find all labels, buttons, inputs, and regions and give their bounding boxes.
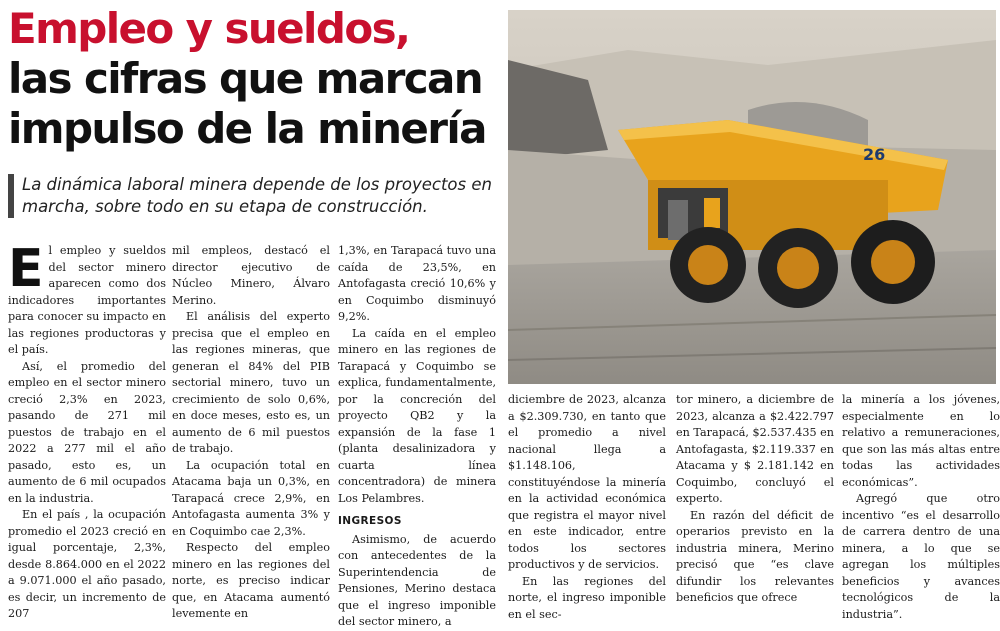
headline-line-3: impulso de la minería: [8, 104, 486, 153]
drop-cap: E: [8, 239, 44, 299]
article-column-5: [676, 392, 834, 607]
article-column-1: [8, 239, 166, 623]
paragraph: En razón del déficit de operarios previsto en la industria minera, Merino precisó que “es clave difundir los relevantes beneficios que ofrece: [676, 508, 834, 604]
svg-text:26: 26: [863, 145, 886, 164]
paragraph: mil empleos, destacó el director ejecutivo de Núcleo Minero, Álvaro Merino.: [172, 244, 330, 307]
article-column-3: [338, 243, 496, 631]
paragraph: En el país , la ocupación promedio el 2023 creció en igual porcentaje, 2,3%, desde 8.864.000 en el 2022 a 9.071.000 el año pasado, es decir, un incremento de 207: [8, 508, 166, 620]
paragraph: En las regiones del norte, el ingreso imponible en el sec-: [508, 574, 666, 621]
paragraph: la minería a los jóvenes, especialmente en lo relativo a remuneraciones, que son las más altas entre todas las actividades económicas”.: [842, 393, 1000, 489]
article-column-6: [842, 392, 1000, 623]
paragraph: Agregó que otro incentivo “es el desarrollo de carrera dentro de una minera, a lo que se agregan los múltiples beneficios y avances tecnológicos de la industria”.: [842, 492, 1000, 621]
paragraph: 1,3%, en Tarapacá tuvo una caída de 23,5%, en Antofagasta creció 10,6% y en Coquimbo disminuyó 9,2%.: [338, 244, 496, 323]
paragraph: l empleo y sueldos del sector minero aparecen como dos indicadores importantes para conocer su impacto en las regiones productoras y el país.: [8, 244, 166, 356]
subheadline: La dinámica laboral minera depende de los proyectos en marcha, sobre todo en su etapa de construcción.: [8, 174, 503, 218]
article-column-2: [172, 243, 330, 623]
paragraph: La caída en el empleo minero en las regiones de Tarapacá y Coquimbo se explica, fundamentalmente, por la concreción del proyecto QB2 y la expansión de la fase 1 (planta desalinizadora y cuarta línea concentradora) de minera Los Pelambres.: [338, 326, 496, 505]
headline-line-2: las cifras que marcan: [8, 54, 483, 103]
paragraph: Respecto del empleo minero en las regiones del norte, es preciso indicar que, en Atacama aumentó levemente en: [172, 541, 330, 620]
paragraph: tor minero, a diciembre de 2023, alcanza a $2.422.797 en Tarapacá, $2.537.435 en Antofagasta, $2.119.337 en Atacama y $ 2.181.142 en Coquimbo, concluyó el experto.: [676, 393, 834, 505]
paragraph: Así, el promedio del empleo en el sector minero creció 2,3% en 2023, pasando de 271 mil puestos de trabajo en el 2022 a 277 mil el año pasado, esto es, un aumento de 6 mil ocupados en la industria.: [8, 359, 166, 505]
section-heading: INGRESOS: [338, 515, 402, 527]
article-column-4: [508, 392, 666, 623]
paragraph: diciembre de 2023, alcanza a $2.309.730, en tanto que el promedio a nivel nacional llega a $1.148.106, constituyéndose la minería en la actividad económica que registra el mayor nivel en este indicador, entre todos los sectores productivos y de servicios.: [508, 393, 666, 571]
paragraph: La ocupación total en Atacama baja un 0,3%, en Tarapacá crece 2,9%, en Antofagasta aumenta 3% y en Coquimbo cae 2,3%.: [172, 458, 330, 538]
headline: [8, 4, 503, 154]
mining-truck-photo: [508, 10, 996, 384]
paragraph: Asimismo, de acuerdo con antecedentes de la Superintendencia de Pensiones, Merino destaca que el ingreso imponible del sector minero, a: [338, 532, 496, 628]
headline-line-1: Empleo y sueldos,: [8, 4, 410, 53]
paragraph: El análisis del experto precisa que el empleo en las regiones mineras, que generan el 84% del PIB sectorial minero, tuvo un crecimiento de solo 0,6%, en doce meses, esto es, un aumento de 6 mil puestos de trabajo.: [172, 310, 330, 455]
